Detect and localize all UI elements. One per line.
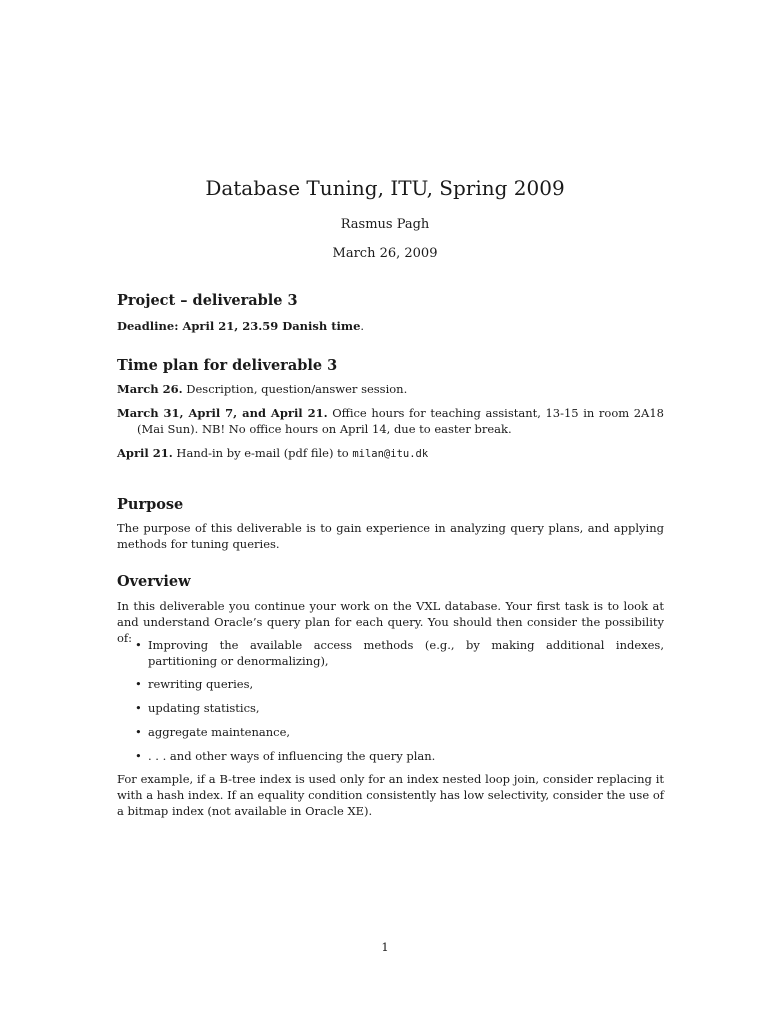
timeplan-item: [117, 405, 664, 437]
list-item: [117, 676, 664, 692]
page-number: 1: [381, 940, 389, 954]
project-heading: Project – deliverable 3: [117, 292, 298, 309]
overview-closing: For example, if a B-tree index is used only for an index nested loop join, consider replacing it with a hash index. If an equality condition consistently has low selectivity, consider the use of a bitmap index (not available in Oracle XE).: [117, 772, 664, 818]
list-item: [117, 724, 664, 740]
document-title: Database Tuning, ITU, Spring 2009: [205, 176, 565, 200]
list-item-text: Improving the available access methods (e.g., by making additional indexes, partitioning or denormalizing),: [148, 638, 664, 668]
purpose-text: The purpose of this deliverable is to gain experience in analyzing query plans, and applying methods for tuning queries.: [117, 521, 664, 551]
overview-intro: In this deliverable you continue your work on the VXL database. Your first task is to look at and understand Oracle’s query plan for each query. You should then consider the possibility of:: [117, 599, 664, 645]
timeplan-item: [117, 445, 664, 462]
list-item-text: aggregate maintenance,: [148, 725, 291, 739]
timeplan-item-label: April 21.: [117, 446, 173, 460]
deadline-line: [117, 318, 664, 334]
deadline-suffix: .: [360, 319, 365, 333]
bullet-icon: •: [135, 749, 142, 763]
timeplan-heading: Time plan for deliverable 3: [117, 357, 338, 374]
list-item: [117, 748, 664, 764]
timeplan-item-label: March 31, April 7, and April 21.: [117, 406, 328, 420]
list-item: [117, 637, 664, 669]
list-item: [117, 700, 664, 716]
timeplan-item-text: Office hours for teaching assistant, 13-15 in room 2A18 (Mai Sun). NB! No office hours on April 14, due to easter break.: [137, 406, 664, 436]
list-item-text: rewriting queries,: [148, 677, 254, 691]
bullet-icon: •: [135, 677, 142, 691]
timeplan-item-text: Hand-in by e-mail (pdf file) to: [172, 446, 353, 460]
bullet-icon: •: [135, 725, 142, 739]
bullet-icon: •: [135, 638, 142, 652]
list-item-text: updating statistics,: [148, 701, 260, 715]
document-date: March 26, 2009: [332, 246, 438, 261]
overview-heading: Overview: [117, 573, 191, 590]
timeplan-item: [117, 381, 664, 397]
email-link[interactable]: milan@itu.dk: [352, 448, 429, 460]
bullet-icon: •: [135, 701, 142, 715]
timeplan-item-text: Description, question/answer session.: [182, 382, 408, 396]
document-author: Rasmus Pagh: [340, 217, 430, 232]
deadline-label: Deadline: April 21, 23.59 Danish time: [117, 319, 361, 333]
list-item-text: . . . and other ways of influencing the query plan.: [148, 749, 436, 763]
purpose-heading: Purpose: [117, 496, 184, 513]
timeplan-item-label: March 26.: [117, 382, 183, 396]
